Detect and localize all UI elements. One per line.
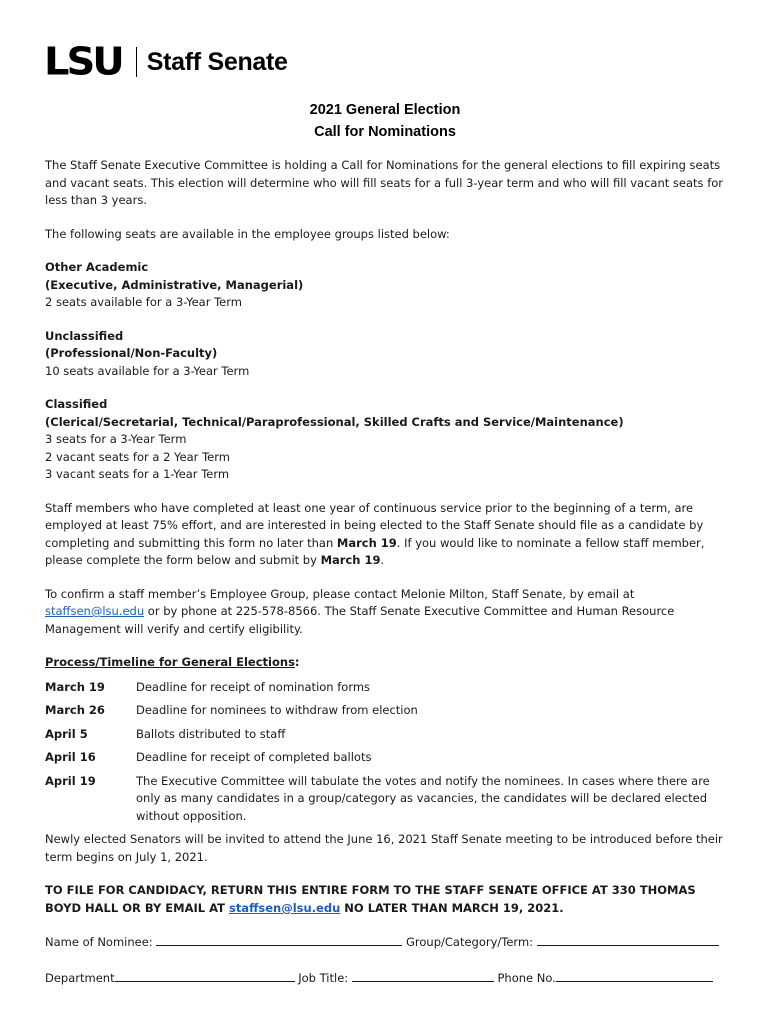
timeline-heading: [45, 654, 730, 672]
nominee-label: Name of Nominee:: [45, 935, 153, 949]
group-name: Other Academic: [45, 260, 149, 274]
group-subtitle: (Clerical/Secretarial, Technical/Paraprofessional, Skilled Crafts and Service/Maintenance): [45, 414, 624, 429]
group-seat-line: 3 vacant seats for a 1-Year Term: [45, 467, 230, 481]
timeline-heading-colon: :: [294, 655, 300, 669]
header-title: Staff Senate: [146, 47, 288, 76]
timeline-row: [45, 773, 730, 826]
timeline-date: April 19: [45, 773, 96, 788]
eligibility-text: Staff members who have completed at least one year of continuous service prior to the beginning of a term, are employed at least 75% effort, and are interested in being elected to the Staff Senate should file as a candidate by completing and submitting this form no later than: [45, 500, 704, 550]
lsu-logo: LSU: [44, 40, 122, 84]
eligibility-paragraph: [45, 500, 730, 570]
newly-elected-paragraph: Newly elected Senators will be invited to attend the June 16, 2021 Staff Senate meeting to be introduced before their term begins on July 1, 2021.: [45, 832, 723, 864]
form-row-department: [45, 969, 730, 988]
timeline-desc: Deadline for receipt of nomination forms: [136, 679, 371, 694]
eligibility-date: March 19: [320, 553, 381, 567]
header-divider: [136, 47, 137, 77]
filing-email-link[interactable]: staffsen@lsu.edu: [228, 900, 341, 915]
nomination-form: [45, 933, 730, 987]
group-unclassified: [45, 328, 730, 381]
timeline-row: [45, 726, 730, 744]
eligibility-text: .: [380, 553, 385, 567]
title-line-2: Call for Nominations: [314, 124, 456, 140]
group-seat-line: 10 seats available for a 3-Year Term: [45, 363, 250, 378]
group-name: Unclassified: [45, 328, 124, 343]
confirm-paragraph: [45, 586, 730, 639]
confirm-text: or by phone at 225-578-8566. The Staff Senate Executive Committee and Human Resource Management will verify and certify eligibility.: [45, 604, 675, 636]
timeline-date: March 26: [45, 703, 105, 717]
group-classified: [45, 396, 730, 484]
timeline-date: April 16: [45, 750, 96, 764]
group-seat-line: 3 seats for a 3-Year Term: [45, 432, 187, 446]
document-body: [45, 157, 730, 987]
eligibility-date: March 19: [336, 535, 397, 550]
eligibility-text: . If you would like to nominate a fellow staff member, please complete the form below and submit by: [45, 535, 705, 567]
timeline-date: April 5: [45, 726, 88, 741]
job-title-field[interactable]: [352, 969, 494, 982]
phone-field[interactable]: [556, 969, 713, 982]
timeline-row: [45, 702, 730, 720]
form-row-nominee: [45, 933, 730, 952]
group-term-label: Group/Category/Term:: [406, 935, 534, 949]
filing-text: TO FILE FOR CANDIDACY, RETURN THIS ENTIRE FORM TO THE STAFF SENATE OFFICE AT 330 THOMAS BOYD HALL OR BY EMAIL AT: [45, 883, 696, 915]
department-field[interactable]: [115, 969, 295, 982]
timeline-heading-text: Process/Timeline for General Elections: [45, 655, 295, 669]
timeline-list: [45, 679, 730, 826]
group-term-field[interactable]: [537, 933, 719, 946]
timeline-date: March 19: [45, 679, 105, 694]
group-subtitle: (Professional/Non-Faculty): [45, 346, 218, 360]
confirm-text: To confirm a staff member’s Employee Group, please contact Melonie Milton, Staff Senate, by email at: [45, 586, 635, 601]
header: [44, 40, 288, 84]
department-label: Department: [45, 970, 115, 985]
document-title: [0, 99, 770, 143]
filing-text: NO LATER THAN MARCH 19, 2021.: [340, 900, 564, 915]
group-seat-line: 2 seats available for a 3-Year Term: [45, 295, 242, 309]
filing-instructions: [45, 882, 730, 917]
group-name: Classified: [45, 397, 108, 411]
timeline-desc: Ballots distributed to staff: [136, 726, 286, 741]
job-title-label: Job Title:: [298, 970, 349, 985]
timeline-row: [45, 679, 730, 697]
intro-paragraph: The Staff Senate Executive Committee is holding a Call for Nominations for the general elections to fill expiring seats and vacant seats. This election will determine who will fill seats for a full 3-year term and who will fill vacant seats for less than 3 years.: [45, 158, 724, 207]
nominee-name-field[interactable]: [156, 933, 402, 946]
group-seat-line: 2 vacant seats for a 2 Year Term: [45, 449, 230, 464]
email-link[interactable]: staffsen@lsu.edu: [45, 604, 145, 618]
timeline-row: [45, 749, 730, 767]
title-line-1: 2021 General Election: [309, 102, 461, 118]
seats-intro: The following seats are available in the employee groups listed below:: [45, 226, 450, 241]
timeline-desc: Deadline for receipt of completed ballots: [136, 750, 372, 764]
timeline-desc: Deadline for nominees to withdraw from election: [136, 703, 418, 717]
group-subtitle: (Executive, Administrative, Managerial): [45, 277, 304, 292]
phone-label: Phone No.: [497, 970, 556, 985]
timeline-desc: The Executive Committee will tabulate the votes and notify the nominees. In cases where there are only as many candidates in a group/category as vacancies, the candidates will be declared elected without opposition.: [136, 773, 710, 823]
group-other-academic: [45, 259, 730, 312]
